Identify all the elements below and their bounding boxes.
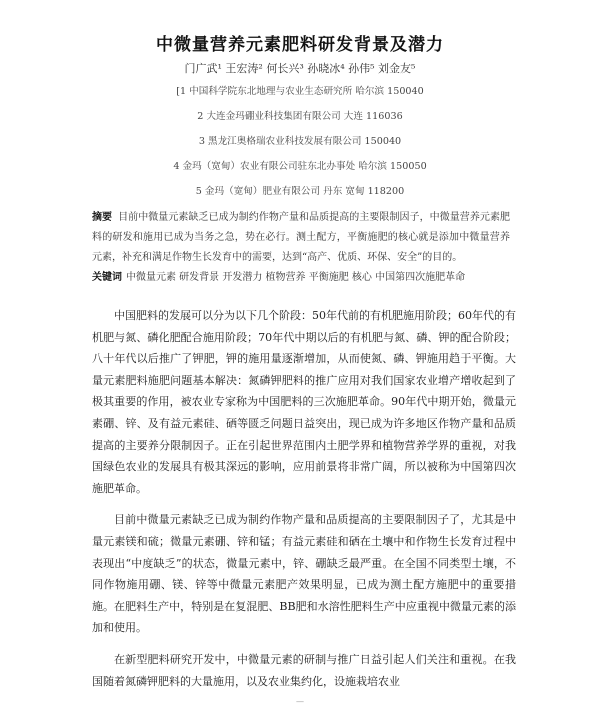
abstract-label: 摘要	[92, 212, 113, 223]
paragraph-2: 目前中微量元素缺乏已成为制约作物产量和品质提高的主要限制因子了，尤其是中量元素镁和硫；微量元素硼、锌和锰；有益元素硅和硒在土壤中和作物生长发育过程中表现出“中度缺乏”的状态，微量元素中，锌、硼缺乏最严重。在全国不同类型土壤，不同作物施用硼、镁、锌等中微量元素肥产效果明显，已成为测土配方施肥中的重要措施。在肥料生产中，特别是在复混肥、BB肥和水溶性肥料生产中应重视中微量元素的添加和使用。	[92, 513, 516, 635]
abstract-text: 目前中微量元素缺乏已成为制约作物产量和品质提高的主要限制因子，中微量营养元素肥料的研发和施用已成为当务之急，势在必行。测土配方，平衡施肥的核心就是添加中微量营养元素，补充和满足作物生长发育中的需要，达到“高产、优质、环保、安全”的目的。	[92, 212, 511, 263]
page-number: —	[296, 697, 304, 706]
affiliation-2: 2 大连金玛硼业科技集团有限公司 大连 116036	[197, 111, 403, 122]
paragraph-3: 在新型肥料研究开发中，中微量元素的研制与推广日益引起人们关注和重视。在我国随着氮磷钾肥料的大量施用，以及农业集约化，设施栽培农业	[92, 652, 516, 688]
keywords-text: 中微量元素 研发背景 开发潜力 植物营养 平衡施肥 核心 中国第四次施肥革命	[126, 272, 466, 283]
paper-title: 中微量营养元素肥料研发背景及潜力	[156, 35, 444, 55]
keywords	[92, 268, 510, 288]
author-line: 门广武¹ 王宏涛² 何长兴³ 孙晓冰⁴ 孙伟⁵ 刘金友⁵	[184, 62, 416, 75]
keywords-label: 关键词	[92, 272, 122, 283]
body-text	[92, 305, 516, 702]
affiliation-4: 4 金玛（宽甸）农业有限公司驻东北办事处 哈尔滨 150050	[173, 161, 427, 172]
affiliation-3: 3 黑龙江奥格瑞农业科技发展有限公司 150040	[198, 136, 402, 147]
paragraph-1: 中国肥料的发展可以分为以下几个阶段：50年代前的有机肥施用阶段；60年代的有机肥与氮、磷化肥配合施用阶段；70年代中期以后的有机肥与氮、磷、钾的配合阶段；八十年代以后推广了钾肥，钾的施用量逐渐增加，从而使氮、磷、钾施用趋于平衡。大量元素肥料施肥问题基本解决：氮磷钾肥料的推广应用对我们国家农业增产增收起到了极其重要的作用，被农业专家称为中国肥料的三次施肥革命。90年代中期开始，微量元素硼、锌、及有益元素硅、硒等匮乏问题日益突出，现已成为许多地区作物产量和品质提高的主要养分限制因子。正在引起世界范围内土肥学界和植物营养学界的重视，对我国绿色农业的发展具有极其深远的影响，应用前景将非常广阔，所以被称为中国第四次施肥革命。	[92, 309, 516, 495]
affiliation-1: [1 中国科学院东北地理与农业生态研究所 哈尔滨 150040	[176, 86, 424, 97]
affiliation-5: 5 金玛（宽甸）肥业有限公司 丹东 宽甸 118200	[195, 186, 405, 197]
affiliation-list	[0, 79, 600, 204]
abstract	[92, 208, 510, 268]
